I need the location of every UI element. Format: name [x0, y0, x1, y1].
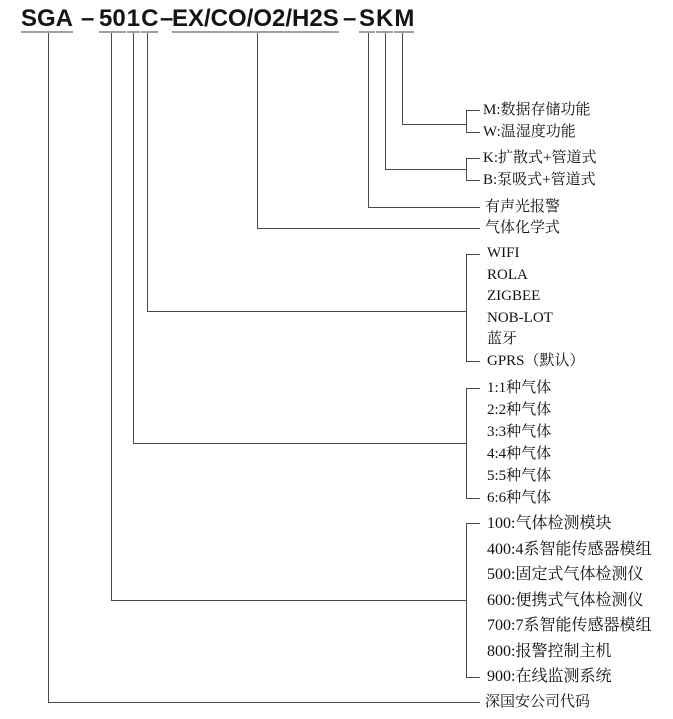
- model-code-group-501c: [99, 6, 159, 33]
- line-storage: [403, 33, 467, 125]
- label-install-k: K:扩散式+管道式: [483, 150, 597, 166]
- gas-count-option: 1:1种气体: [487, 380, 552, 396]
- comm-option: GPRS（默认）: [487, 352, 585, 369]
- gas-count-option: 6:6种气体: [487, 490, 552, 506]
- series-option: 700:7系智能传感器模组: [487, 617, 652, 634]
- gas-count-option: 2:2种气体: [487, 402, 552, 418]
- model-part-gas-count-digit: 1: [126, 5, 141, 32]
- label-storage-w: W:温湿度功能: [483, 124, 576, 140]
- model-code-group-company: [21, 6, 74, 33]
- comm-option: ZIGBEE: [487, 288, 541, 304]
- comm-option: NOB-LOT: [487, 309, 553, 326]
- series-option: 800:报警控制主机: [487, 642, 612, 660]
- model-part-series-prefix: 50: [99, 5, 126, 32]
- comm-options-list: [487, 243, 585, 372]
- label-storage-m: M:数据存储功能: [483, 102, 591, 118]
- model-part-comm-letter: C: [141, 5, 159, 32]
- model-part-storage-letter: M: [394, 5, 415, 32]
- series-option: 500:固定式气体检测仪: [487, 566, 644, 583]
- model-part-company: SGA: [21, 5, 74, 32]
- label-company-code: 深国安公司代码: [485, 694, 591, 710]
- gas-count-options-list: [487, 377, 551, 509]
- model-separator: –: [160, 5, 174, 32]
- model-code-group-gases: [172, 6, 340, 33]
- line-series: [112, 33, 467, 601]
- bracket-storage: [467, 111, 481, 133]
- gas-count-option: 4:4种气体: [487, 446, 552, 462]
- model-separator: –: [81, 5, 95, 32]
- line-company: [49, 33, 481, 703]
- comm-option: WIFI: [487, 245, 520, 261]
- comm-option: 蓝牙: [487, 331, 518, 347]
- series-options-list: [487, 511, 651, 690]
- series-option: 900:在线监测系统: [487, 668, 612, 685]
- label-alarm: 有声光报警: [485, 199, 561, 215]
- series-option: 400:4系智能传感器模组: [487, 540, 652, 558]
- bracket-gas-count: [467, 389, 481, 499]
- series-option: 600:便携式气体检测仪: [487, 591, 644, 609]
- bracket-comm: [467, 255, 481, 362]
- comm-option: ROLA: [487, 266, 528, 283]
- model-separator: –: [343, 5, 357, 32]
- model-code-group-skm: [359, 6, 415, 33]
- line-install: [386, 33, 467, 170]
- label-gas-type: 气体化学式: [485, 220, 561, 236]
- gas-count-option: 5:5种气体: [487, 468, 552, 484]
- bracket-install: [467, 159, 481, 181]
- model-part-gas-formulas: EX/CO/O2/H2S: [172, 5, 339, 32]
- line-comm: [148, 33, 467, 312]
- bracket-series: [467, 524, 481, 678]
- gas-count-option: 3:3种气体: [487, 424, 552, 440]
- series-option: 100:气体检测模块: [487, 515, 612, 532]
- label-install-b: B:泵吸式+管道式: [483, 172, 596, 188]
- model-part-install-letter: K: [376, 5, 394, 32]
- line-gas-count: [134, 33, 467, 444]
- model-part-alarm-letter: S: [359, 5, 376, 32]
